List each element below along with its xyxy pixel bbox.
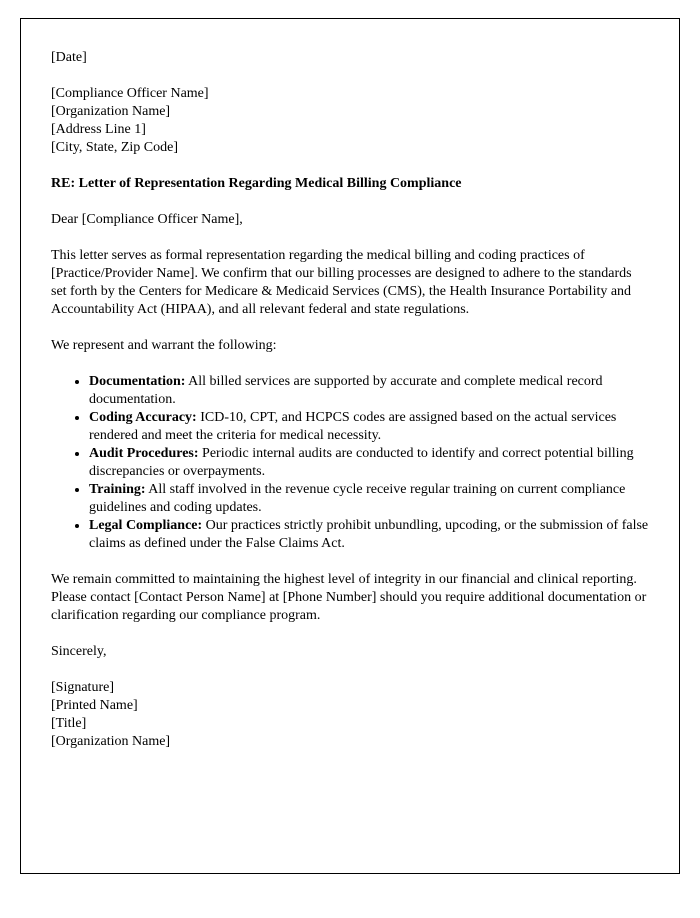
- date-placeholder: [Date]: [51, 50, 87, 65]
- recipient-organization-line: [Organization Name]: [51, 104, 171, 119]
- bullet-documentation-label: Documentation:: [89, 374, 186, 389]
- organization-placeholder: [Organization Name]: [51, 734, 171, 749]
- letter-body: [51, 49, 649, 751]
- bullet-legal-compliance: [89, 517, 649, 553]
- title-placeholder: [Title]: [51, 716, 87, 731]
- recipient-name-line: [Compliance Officer Name]: [51, 86, 209, 101]
- signoff: Sincerely,: [51, 644, 107, 659]
- bullet-training: [89, 481, 649, 517]
- bullet-audit-procedures-label: Audit Procedures:: [89, 446, 199, 461]
- closing-paragraph: We remain committed to maintaining the highest level of integrity in our financial and clinical reporting. Please contact [Contact Person Name] at [Phone Number] should you require additional documentation or clarification regarding our compliance program.: [51, 572, 647, 623]
- bullet-coding-accuracy-label: Coding Accuracy:: [89, 410, 197, 425]
- bullet-legal-compliance-text: Our practices strictly prohibit unbundling, upcoding, or the submission of false claims as defined under the False Claims Act.: [89, 518, 649, 551]
- bullet-documentation-text: All billed services are supported by accurate and complete medical record documentation.: [89, 374, 603, 407]
- signature-block: [51, 679, 649, 751]
- bullet-legal-compliance-label: Legal Compliance:: [89, 518, 203, 533]
- subject-line: RE: Letter of Representation Regarding Medical Billing Compliance: [51, 176, 462, 191]
- salutation: Dear [Compliance Officer Name],: [51, 212, 243, 227]
- letter-page: [20, 18, 680, 874]
- bullet-coding-accuracy-text: ICD-10, CPT, and HCPCS codes are assigned based on the actual services rendered and meet the criteria for medical necessity.: [89, 410, 617, 443]
- compliance-bullet-list: [51, 373, 649, 553]
- bullet-training-label: Training:: [89, 482, 146, 497]
- bullet-training-text: All staff involved in the revenue cycle receive regular training on current compliance guidelines and coding updates.: [89, 482, 626, 515]
- recipient-city-state-zip-line: [City, State, Zip Code]: [51, 140, 179, 155]
- printed-name-placeholder: [Printed Name]: [51, 698, 138, 713]
- date-block: [51, 49, 649, 67]
- recipient-address-line: [Address Line 1]: [51, 122, 146, 137]
- bullet-audit-procedures: [89, 445, 649, 481]
- bullet-coding-accuracy: [89, 409, 649, 445]
- signature-placeholder: [Signature]: [51, 680, 114, 695]
- recipient-address-block: [51, 85, 649, 157]
- warrant-lead-in: We represent and warrant the following:: [51, 338, 277, 353]
- bullet-audit-procedures-text: Periodic internal audits are conducted to identify and correct potential billing discrepancies or overpayments.: [89, 446, 634, 479]
- bullet-documentation: [89, 373, 649, 409]
- intro-paragraph: This letter serves as formal representation regarding the medical billing and coding practices of [Practice/Provider Name]. We confirm that our billing processes are designed to adhere to the standards set forth by the Centers for Medicare & Medicaid Services (CMS), the Health Insurance Portability and Accountability Act (HIPAA), and all relevant federal and state regulations.: [51, 248, 632, 317]
